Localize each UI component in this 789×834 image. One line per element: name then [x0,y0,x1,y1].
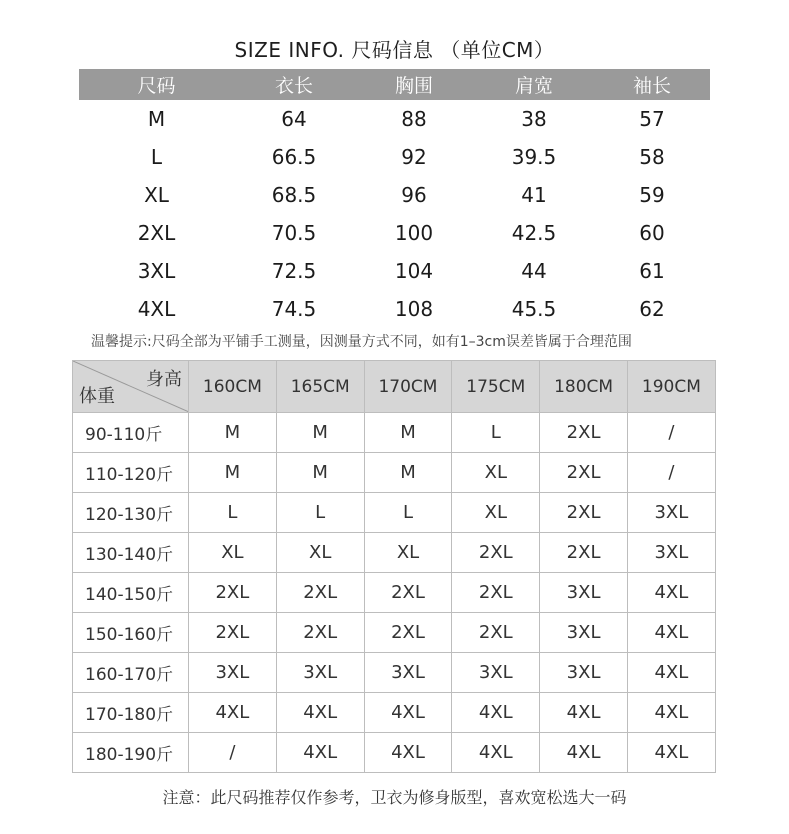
size-cell: 2XL [189,573,277,613]
chest-cell: 96 [401,183,427,207]
size-cell: XL [144,183,169,207]
size-table-header-row [79,69,710,100]
size-cell: 3XL [627,533,715,573]
size-cell: XL [189,533,277,573]
size-cell: 4XL [364,693,452,733]
size-cell: 3XL [540,613,628,653]
table-row [73,733,716,773]
size-cell: 4XL [540,733,628,773]
size-cell: 2XL [540,533,628,573]
size-cell: L [276,493,364,533]
size-cell: L [364,493,452,533]
size-cell: XL [452,493,540,533]
table-row [79,176,710,214]
chest-cell: 108 [394,297,434,321]
sleeve-cell: 57 [639,107,665,131]
size-cell: M [189,453,277,493]
table-row [79,214,710,252]
height-header: 165CM [276,361,364,413]
header-cell: 胸围 [354,69,474,100]
fit-note: 注意：此尺码推荐仅作参考，卫衣为修身版型，喜欢宽松选大一码 [162,788,627,807]
table-row [73,613,716,653]
size-cell: 4XL [627,573,715,613]
table-row [73,693,716,733]
shoulder-cell: 38 [521,107,547,131]
sleeve-cell: 58 [639,145,665,169]
size-cell: L [452,413,540,453]
chest-cell: 88 [401,107,427,131]
size-cell: L [150,145,163,169]
shoulder-cell: 45.5 [511,297,557,321]
size-cell: XL [452,453,540,493]
size-cell: 4XL [364,733,452,773]
length-cell: 66.5 [271,145,317,169]
weight-cell: 140-150斤 [73,573,189,613]
size-cell: 2XL [276,573,364,613]
size-cell: M [276,453,364,493]
size-cell: 4XL [189,693,277,733]
height-header: 170CM [364,361,452,413]
height-header: 160CM [189,361,277,413]
height-label: 身高 [146,369,182,390]
size-cell: 3XL [276,653,364,693]
weight-cell: 110-120斤 [73,453,189,493]
size-cell: 4XL [452,693,540,733]
size-cell: 4XL [276,693,364,733]
size-cell: 2XL [137,221,176,245]
size-cell: 2XL [364,613,452,653]
length-cell: 74.5 [271,297,317,321]
corner-cell [73,361,189,413]
size-cell: 2XL [540,493,628,533]
size-cell: 4XL [627,733,715,773]
length-cell: 70.5 [271,221,317,245]
size-cell: 2XL [540,453,628,493]
size-cell: 3XL [540,573,628,613]
size-cell: 4XL [276,733,364,773]
header-cell: 袖长 [594,69,710,100]
table-row [73,413,716,453]
table-row [79,138,710,176]
sleeve-cell: 60 [639,221,665,245]
size-info-table [79,69,710,328]
table-row [73,533,716,573]
size-cell: 3XL [364,653,452,693]
size-cell: 2XL [364,573,452,613]
table-row [73,453,716,493]
table-row [73,653,716,693]
table-row [79,290,710,328]
height-header: 180CM [540,361,628,413]
weight-label: 体重 [79,386,115,407]
table-row [73,573,716,613]
size-cell: 2XL [452,613,540,653]
shoulder-cell: 41 [521,183,547,207]
chest-cell: 100 [394,221,434,245]
size-recommendation-table [72,360,716,773]
size-cell: 3XL [189,653,277,693]
size-cell: 4XL [540,693,628,733]
weight-cell: 130-140斤 [73,533,189,573]
table-row [79,252,710,290]
size-cell: 4XL [627,613,715,653]
size-cell: 2XL [189,613,277,653]
table-row [79,100,710,138]
size-cell: / [189,733,277,773]
size-cell: XL [276,533,364,573]
table-row [73,493,716,533]
size-cell: L [189,493,277,533]
height-header: 175CM [452,361,540,413]
sleeve-cell: 61 [639,259,665,283]
length-cell: 72.5 [271,259,317,283]
size-cell: M [276,413,364,453]
rec-header-row [73,361,716,413]
length-cell: 64 [281,107,307,131]
size-cell: 4XL [627,693,715,733]
weight-cell: 150-160斤 [73,613,189,653]
header-cell: 衣长 [234,69,354,100]
weight-cell: 160-170斤 [73,653,189,693]
length-cell: 68.5 [271,183,317,207]
size-cell: M [364,413,452,453]
measurement-hint: 温馨提示:尺码全部为平铺手工测量，因测量方式不同，如有1–3cm误差皆属于合理范围 [91,334,632,350]
size-cell: M [364,453,452,493]
shoulder-cell: 39.5 [511,145,557,169]
header-cell: 尺码 [79,69,234,100]
size-cell: 3XL [540,653,628,693]
size-cell: / [627,453,715,493]
size-cell: / [627,413,715,453]
size-cell: 2XL [452,573,540,613]
weight-cell: 90-110斤 [73,413,189,453]
size-cell: 3XL [137,259,176,283]
header-cell: 肩宽 [474,69,594,100]
size-cell: 4XL [137,297,176,321]
size-cell: 2XL [276,613,364,653]
shoulder-cell: 44 [521,259,547,283]
size-cell: M [189,413,277,453]
size-cell: 4XL [452,733,540,773]
size-cell: XL [364,533,452,573]
shoulder-cell: 42.5 [511,221,557,245]
size-cell: 4XL [627,653,715,693]
size-cell: 2XL [540,413,628,453]
size-cell: 3XL [452,653,540,693]
size-cell: M [147,107,166,131]
chest-cell: 92 [401,145,427,169]
weight-cell: 180-190斤 [73,733,189,773]
height-header: 190CM [627,361,715,413]
weight-cell: 120-130斤 [73,493,189,533]
size-cell: 3XL [627,493,715,533]
weight-cell: 170-180斤 [73,693,189,733]
sleeve-cell: 59 [639,183,665,207]
sleeve-cell: 62 [639,297,665,321]
chest-cell: 104 [394,259,434,283]
page-title: SIZE INFO. 尺码信息 （单位CM） [234,38,555,62]
size-cell: 2XL [452,533,540,573]
